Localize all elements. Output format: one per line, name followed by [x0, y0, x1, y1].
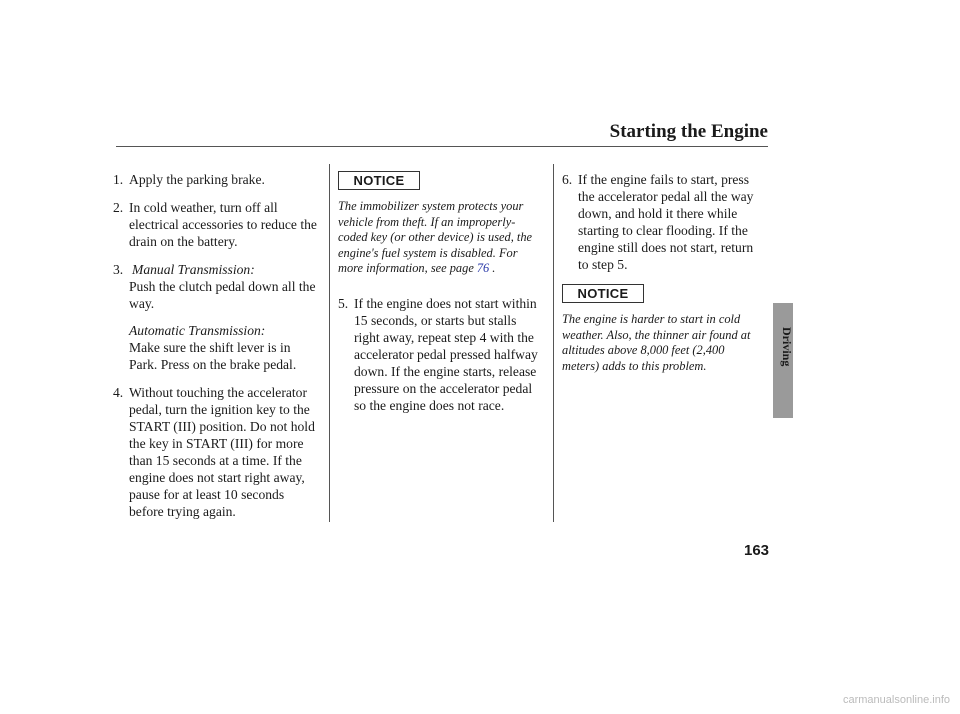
column-divider-1 — [329, 164, 330, 522]
step-text: Apply the parking brake. — [129, 172, 265, 187]
column-divider-2 — [553, 164, 554, 522]
step-6 — [562, 171, 762, 273]
page-reference-link[interactable]: 76 — [476, 261, 490, 275]
step-number: 6. — [562, 172, 573, 187]
header-rule — [116, 146, 768, 147]
column-1 — [113, 171, 321, 531]
notice-body: The immobilizer system protects your vehicle from theft. If an improperly-coded key (or other device) is used, the engine's fuel system is disabled. For more information, see page — [338, 199, 533, 275]
step-1 — [113, 171, 321, 188]
notice-box-1 — [338, 171, 544, 277]
automatic-transmission-heading: Automatic Transmission: — [129, 323, 266, 338]
step-number: 3. — [113, 262, 124, 277]
section-tab-label: Driving — [780, 327, 794, 367]
manual-transmission-heading: Manual Transmission: — [132, 262, 255, 277]
automatic-transmission-text: Make sure the shift lever is in Park. Press on the brake pedal. — [129, 340, 297, 372]
step-number: 2. — [113, 200, 124, 215]
manual-transmission-text: Push the clutch pedal down all the way. — [129, 279, 316, 311]
step-number: 4. — [113, 385, 124, 400]
step-number: 1. — [113, 172, 124, 187]
step-text: Without touching the accelerator pedal, turn the ignition key to the START (III) position. Do not hold the key in START (III) for more than 15 seconds at a time. If the engine does not start right away, pause for at least 10 seconds before trying again. — [129, 385, 315, 519]
watermark: carmanualsonline.info — [842, 694, 950, 706]
page-number: 163 — [744, 542, 770, 559]
notice-box-2 — [562, 284, 762, 374]
step-4 — [113, 384, 321, 520]
step-5 — [338, 295, 544, 414]
step-text: In cold weather, turn off all electrical accessories to reduce the drain on the battery. — [129, 200, 317, 249]
step-text: If the engine does not start within 15 seconds, or starts but stalls right away, repeat step 4 with the accelerator pedal pressed halfway down. If the engine starts, release pressure on the accelerator pedal so the engine does not race. — [354, 295, 538, 413]
column-2 — [338, 171, 544, 425]
step-number: 5. — [338, 295, 349, 311]
notice-badge: NOTICE — [338, 171, 420, 190]
notice-text: The engine is harder to start in cold weather. Also, the thinner air found at altitudes above 8,000 feet (2,400 meters) adds to this problem. — [562, 312, 751, 373]
notice-text — [338, 199, 544, 277]
step-text: If the engine fails to start, press the accelerator pedal all the way down, and hold it there while starting to clear flooding. If the engine still does not start, return to step 5. — [578, 172, 754, 272]
step-3 — [113, 261, 321, 373]
page-title: Starting the Engine — [609, 121, 768, 142]
column-3 — [562, 171, 762, 374]
notice-end: . — [492, 261, 496, 275]
notice-badge: NOTICE — [562, 284, 644, 303]
step-2 — [113, 199, 321, 250]
